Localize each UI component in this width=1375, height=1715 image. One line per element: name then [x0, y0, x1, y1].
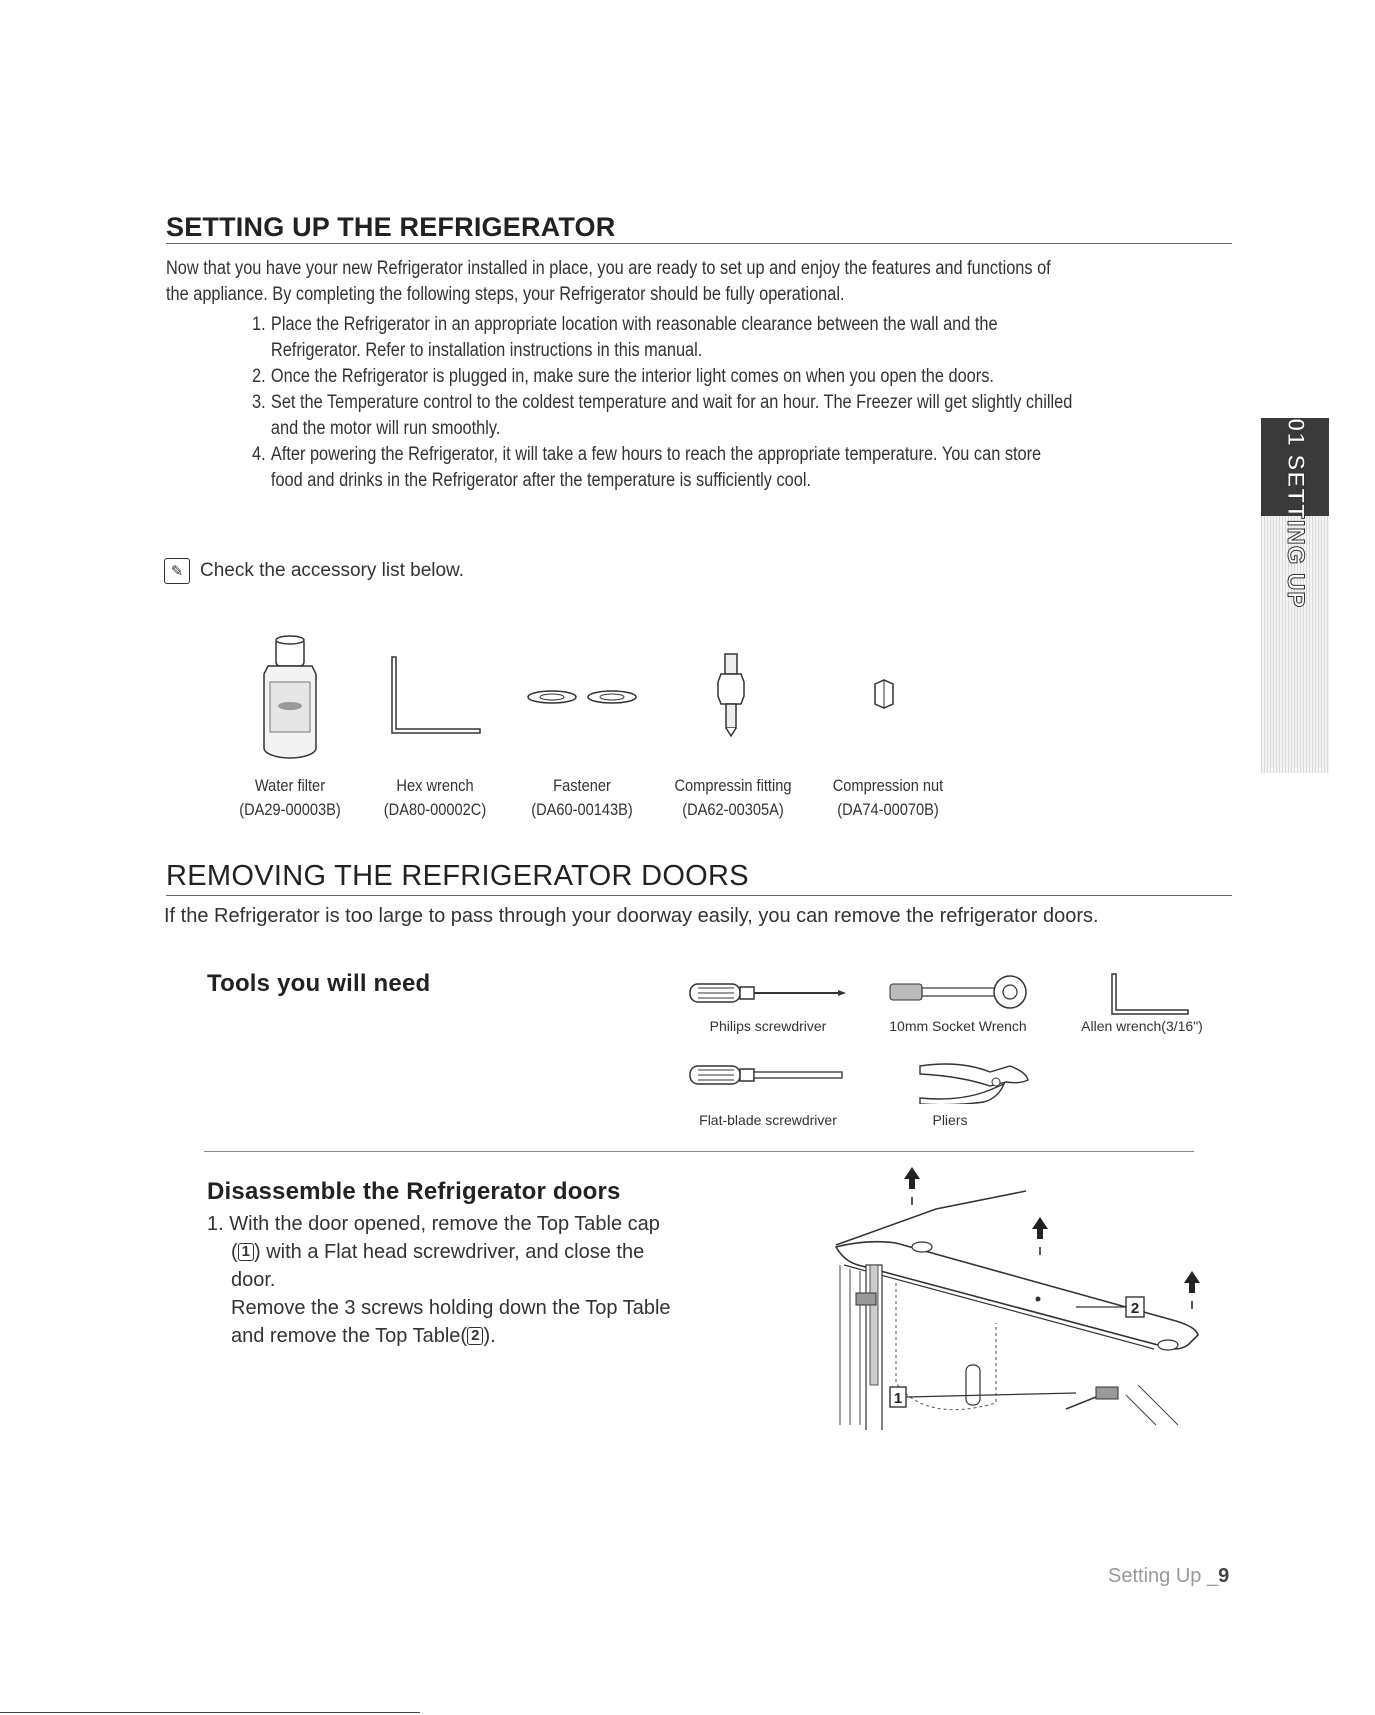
step-text: and the motor will run smoothly. — [270, 418, 501, 439]
tool-label: Philips screwdriver — [709, 1018, 827, 1034]
diagram-callout-1: 1 — [893, 1390, 903, 1407]
accessory-label — [811, 774, 966, 822]
step-text: After powering the Refrigerator, it will take a few hours to reach the appropriate temperature. You can store — [270, 444, 1042, 465]
philips-screwdriver-icon — [688, 978, 848, 1008]
title-rule — [166, 895, 1232, 896]
step-text: and remove the Top Table( — [231, 1325, 468, 1347]
list-item — [252, 442, 1072, 494]
tool-label: Flat-blade screwdriver — [699, 1112, 837, 1128]
list-item — [252, 390, 1072, 442]
removing-doors-intro: If the Refrigerator is too large to pass through your doorway easily, you can remove the refrigerator doors. — [164, 905, 1099, 927]
water-filter-icon — [250, 632, 330, 764]
accessory-label — [358, 774, 513, 822]
step-text: Set the Temperature control to the coldest temperature and wait for an hour. The Freezer will get slightly chilled — [270, 392, 1073, 413]
title-rule — [166, 243, 1232, 244]
hex-wrench-icon — [388, 655, 484, 737]
intro-line: the appliance. By completing the following steps, your Refrigerator should be fully operational. — [166, 284, 845, 305]
tool-label: Pliers — [932, 1112, 968, 1128]
pliers-icon — [916, 1058, 1032, 1104]
step-number: 1. — [207, 1213, 224, 1235]
intro-paragraph — [166, 256, 1051, 308]
step-text: ). — [483, 1325, 496, 1347]
accessory-code: (DA62-00305A) — [682, 800, 784, 819]
note-pencil-icon: ✎ — [164, 558, 190, 584]
accessory-label — [213, 774, 368, 822]
step-text: Refrigerator. Refer to installation instructions in this manual. — [270, 340, 703, 361]
accessory-code: (DA80-00002C) — [383, 800, 487, 819]
step-text: food and drinks in the Refrigerator after the temperature is sufficiently cool. — [270, 470, 812, 491]
accessory-name: Compressin fitting — [674, 776, 792, 795]
accessory-note — [164, 558, 464, 584]
disassemble-heading: Disassemble the Refrigerator doors — [207, 1178, 621, 1205]
tools-heading: Tools you will need — [207, 970, 431, 997]
up-arrow-icon — [1032, 1217, 1048, 1255]
diagram-callout-2: 2 — [1130, 1300, 1140, 1317]
top-table-removal-diagram — [826, 1165, 1226, 1430]
allen-wrench-icon — [1108, 972, 1192, 1018]
list-item — [252, 364, 1072, 390]
step-number: 1. — [252, 314, 266, 335]
callout-badge: 1 — [238, 1243, 254, 1261]
step-text: Once the Refrigerator is plugged in, make sure the interior light comes on when you open the doors. — [270, 366, 994, 387]
side-tab-label — [1259, 418, 1327, 609]
step-number: 4. — [252, 444, 266, 465]
step-text: ( — [231, 1241, 238, 1263]
tool-label: 10mm Socket Wrench — [889, 1018, 1027, 1034]
disassemble-step-1 — [207, 1210, 727, 1350]
accessory-code: (DA74-00070B) — [837, 800, 939, 819]
note-text: Check the accessory list below. — [200, 560, 465, 581]
step-text: ) with a Flat head screwdriver, and close the — [254, 1241, 645, 1263]
accessory-code: (DA60-00143B) — [531, 800, 633, 819]
footer-section-name: Setting Up _ — [1108, 1565, 1219, 1587]
accessory-code: (DA29-00003B) — [239, 800, 341, 819]
compression-fitting-icon — [716, 652, 746, 740]
step-text: With the door opened, remove the Top Table cap — [229, 1213, 660, 1235]
side-tab-label-text: 01 SETTING UP — [1282, 418, 1309, 609]
accessory-label — [656, 774, 811, 822]
accessory-name: Fastener — [553, 776, 611, 795]
tool-label: Allen wrench(3/16") — [1081, 1018, 1203, 1034]
accessory-name: Compression nut — [832, 776, 944, 795]
socket-wrench-icon — [888, 972, 1036, 1016]
page-number: 9 — [1218, 1565, 1230, 1587]
section-title-removing-doors: REMOVING THE REFRIGERATOR DOORS — [166, 860, 749, 892]
setup-steps-list — [252, 312, 1072, 494]
accessory-label — [505, 774, 660, 822]
up-arrow-icon — [904, 1167, 920, 1205]
step-text: Remove the 3 screws holding down the Top Table — [231, 1297, 671, 1319]
step-number: 3. — [252, 392, 266, 413]
up-arrow-icon — [1184, 1271, 1200, 1309]
list-item — [252, 312, 1072, 364]
flat-screwdriver-icon — [688, 1060, 848, 1090]
compression-nut-icon — [871, 678, 897, 710]
intro-line: Now that you have your new Refrigerator installed in place, you are ready to set up and enjoy the features and functions of — [166, 258, 1051, 279]
callout-badge: 2 — [467, 1327, 483, 1345]
step-text: Place the Refrigerator in an appropriate location with reasonable clearance between the wall and the — [270, 314, 998, 335]
accessory-name: Hex wrench — [396, 776, 474, 795]
accessory-name: Water filter — [254, 776, 326, 795]
section-separator — [204, 1151, 1194, 1152]
fastener-icon — [526, 682, 638, 712]
page-footer — [1108, 1565, 1229, 1588]
bottom-rule — [0, 1712, 420, 1713]
step-number: 2. — [252, 366, 266, 387]
step-text: door. — [231, 1269, 276, 1291]
section-title-setting-up: SETTING UP THE REFRIGERATOR — [166, 212, 616, 242]
